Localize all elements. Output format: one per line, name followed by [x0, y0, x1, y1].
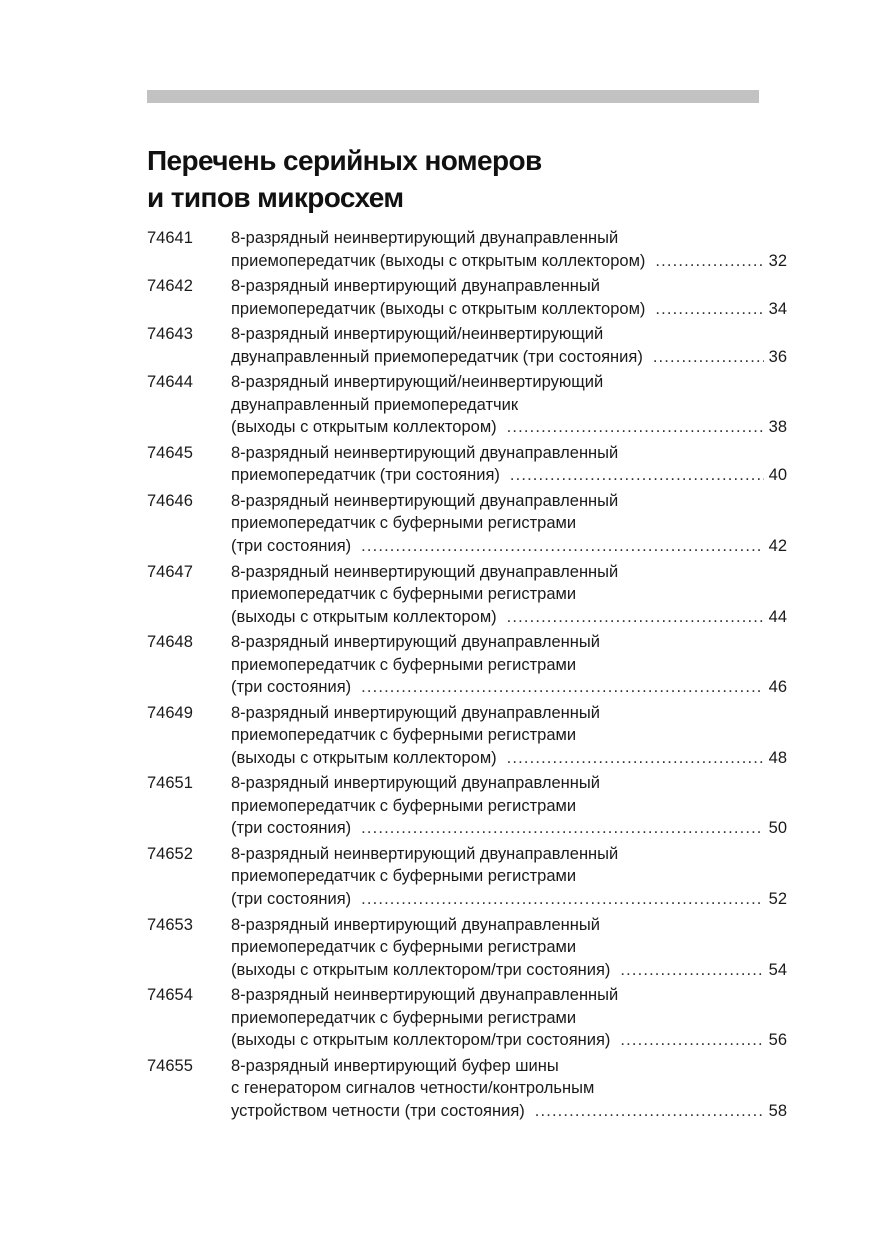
chip-list [147, 227, 787, 1125]
description-line: 8-разрядный инвертирующий двунаправленный [231, 633, 600, 652]
page-title [147, 142, 767, 216]
list-item [147, 914, 787, 982]
chip-code: 74644 [147, 373, 193, 392]
description-line: с генератором сигналов четности/контрольным [231, 1079, 595, 1098]
chip-code: 74655 [147, 1056, 193, 1075]
page-number: 34 [768, 299, 787, 318]
page-number: 58 [768, 1101, 787, 1120]
chip-code: 74645 [147, 443, 193, 462]
leader-dots [535, 1100, 764, 1123]
page-number: 50 [768, 819, 787, 838]
description-last-line [231, 535, 787, 558]
list-item [147, 561, 787, 629]
description-last-line [231, 606, 787, 629]
description-line: (выходы с открытым коллектором) [231, 607, 497, 626]
list-item [147, 371, 787, 439]
chip-code: 74651 [147, 774, 193, 793]
description-line: приемопередатчик с буферными регистрами [231, 514, 577, 533]
chip-code: 74652 [147, 844, 193, 863]
leader-dots [655, 298, 763, 321]
page-number: 52 [768, 889, 787, 908]
description-line: (три состояния) [231, 536, 352, 555]
chip-description [231, 490, 787, 558]
list-item [147, 323, 787, 368]
description-last-line [231, 676, 787, 699]
page-number: 44 [768, 607, 787, 626]
description-last-line [231, 1029, 787, 1052]
chip-code: 74641 [147, 229, 193, 247]
description-line: приемопередатчик (выходы с открытым коллектором) [231, 251, 646, 270]
description-last-line [231, 464, 787, 487]
leader-dots [653, 346, 764, 369]
description-line: (три состояния) [231, 889, 352, 908]
description-line: двунаправленный приемопередатчик [231, 395, 519, 414]
description-line: приемопередатчик с буферными регистрами [231, 585, 577, 604]
description-line: устройством четности (три состояния) [231, 1101, 525, 1120]
description-line: 8-разрядный инвертирующий/неинвертирующий [231, 325, 604, 344]
leader-dots [361, 676, 764, 699]
leader-dots [361, 535, 764, 558]
description-line: приемопередатчик с буферными регистрами [231, 867, 577, 886]
description-last-line [231, 747, 787, 770]
description-line: 8-разрядный неинвертирующий двунаправленный [231, 844, 619, 863]
description-last-line [231, 250, 787, 273]
page-number: 40 [768, 466, 787, 485]
leader-dots [620, 959, 763, 982]
description-line: 8-разрядный неинвертирующий двунаправленный [231, 229, 619, 247]
leader-dots [507, 606, 764, 629]
description-last-line [231, 888, 787, 911]
chip-code: 74654 [147, 986, 193, 1005]
description-line: приемопередатчик с буферными регистрами [231, 938, 577, 957]
chip-code: 74647 [147, 562, 193, 581]
page-number: 38 [768, 418, 787, 437]
page-number: 56 [768, 1031, 787, 1050]
description-last-line [231, 416, 787, 439]
chip-description [231, 227, 787, 272]
description-last-line [231, 959, 787, 982]
leader-dots [361, 888, 764, 911]
description-line: приемопередатчик с буферными регистрами [231, 655, 577, 674]
list-item [147, 984, 787, 1052]
page-number: 46 [768, 678, 787, 697]
page-number: 36 [768, 347, 787, 366]
chip-description [231, 1055, 787, 1123]
page-number: 42 [768, 536, 787, 555]
description-line: (три состояния) [231, 819, 352, 838]
description-line: двунаправленный приемопередатчик (три состояния) [231, 347, 643, 366]
list-item [147, 702, 787, 770]
list-item [147, 772, 787, 840]
chip-code: 74643 [147, 325, 193, 344]
list-item [147, 442, 787, 487]
header-rule [147, 90, 759, 103]
chip-description [231, 702, 787, 770]
leader-dots [655, 250, 763, 273]
leader-dots [620, 1029, 763, 1052]
leader-dots [361, 817, 764, 840]
description-line: 8-разрядный инвертирующий двунаправленный [231, 774, 600, 793]
list-item [147, 1055, 787, 1123]
chip-description [231, 772, 787, 840]
chip-description [231, 561, 787, 629]
description-last-line [231, 817, 787, 840]
description-line: 8-разрядный инвертирующий двунаправленный [231, 277, 600, 296]
list-item [147, 227, 787, 272]
list-item [147, 843, 787, 911]
chip-code: 74649 [147, 703, 193, 722]
description-last-line [231, 346, 787, 369]
chip-description [231, 984, 787, 1052]
page-title-line-2: и типов микросхем [147, 182, 404, 213]
description-last-line [231, 1100, 787, 1123]
description-line: 8-разрядный неинвертирующий двунаправленный [231, 443, 619, 462]
description-line: 8-разрядный инвертирующий двунаправленный [231, 915, 600, 934]
list-item [147, 631, 787, 699]
description-line: 8-разрядный инвертирующий буфер шины [231, 1056, 559, 1075]
page-number: 48 [768, 748, 787, 767]
list-item [147, 275, 787, 320]
description-line: 8-разрядный неинвертирующий двунаправленный [231, 562, 619, 581]
description-line: 8-разрядный неинвертирующий двунаправленный [231, 986, 619, 1005]
leader-dots [510, 464, 764, 487]
chip-description [231, 843, 787, 911]
description-line: (выходы с открытым коллектором/три состояния) [231, 960, 611, 979]
chip-code: 74642 [147, 277, 193, 296]
description-last-line [231, 298, 787, 321]
description-line: приемопередатчик (выходы с открытым коллектором) [231, 299, 646, 318]
list-item [147, 490, 787, 558]
chip-description [231, 275, 787, 320]
chip-description [231, 371, 787, 439]
page-title-line-1: Перечень серийных номеров [147, 145, 542, 176]
chip-description [231, 323, 787, 368]
chip-description [231, 631, 787, 699]
description-line: 8-разрядный инвертирующий/неинвертирующий [231, 373, 604, 392]
description-line: 8-разрядный неинвертирующий двунаправленный [231, 491, 619, 510]
chip-code: 74653 [147, 915, 193, 934]
description-line: приемопередатчик (три состояния) [231, 466, 500, 485]
description-line: (выходы с открытым коллектором) [231, 748, 497, 767]
description-line: приемопередатчик с буферными регистрами [231, 1008, 577, 1027]
description-line: приемопередатчик с буферными регистрами [231, 796, 577, 815]
leader-dots [507, 747, 764, 770]
leader-dots [507, 416, 764, 439]
chip-description [231, 442, 787, 487]
description-line: (три состояния) [231, 678, 352, 697]
description-line: приемопередатчик с буферными регистрами [231, 726, 577, 745]
chip-description [231, 914, 787, 982]
chip-code: 74648 [147, 633, 193, 652]
page-number: 32 [768, 251, 787, 270]
description-line: (выходы с открытым коллектором) [231, 418, 497, 437]
chip-code: 74646 [147, 491, 193, 510]
description-line: (выходы с открытым коллектором/три состояния) [231, 1031, 611, 1050]
page-number: 54 [768, 960, 787, 979]
description-line: 8-разрядный инвертирующий двунаправленный [231, 703, 600, 722]
